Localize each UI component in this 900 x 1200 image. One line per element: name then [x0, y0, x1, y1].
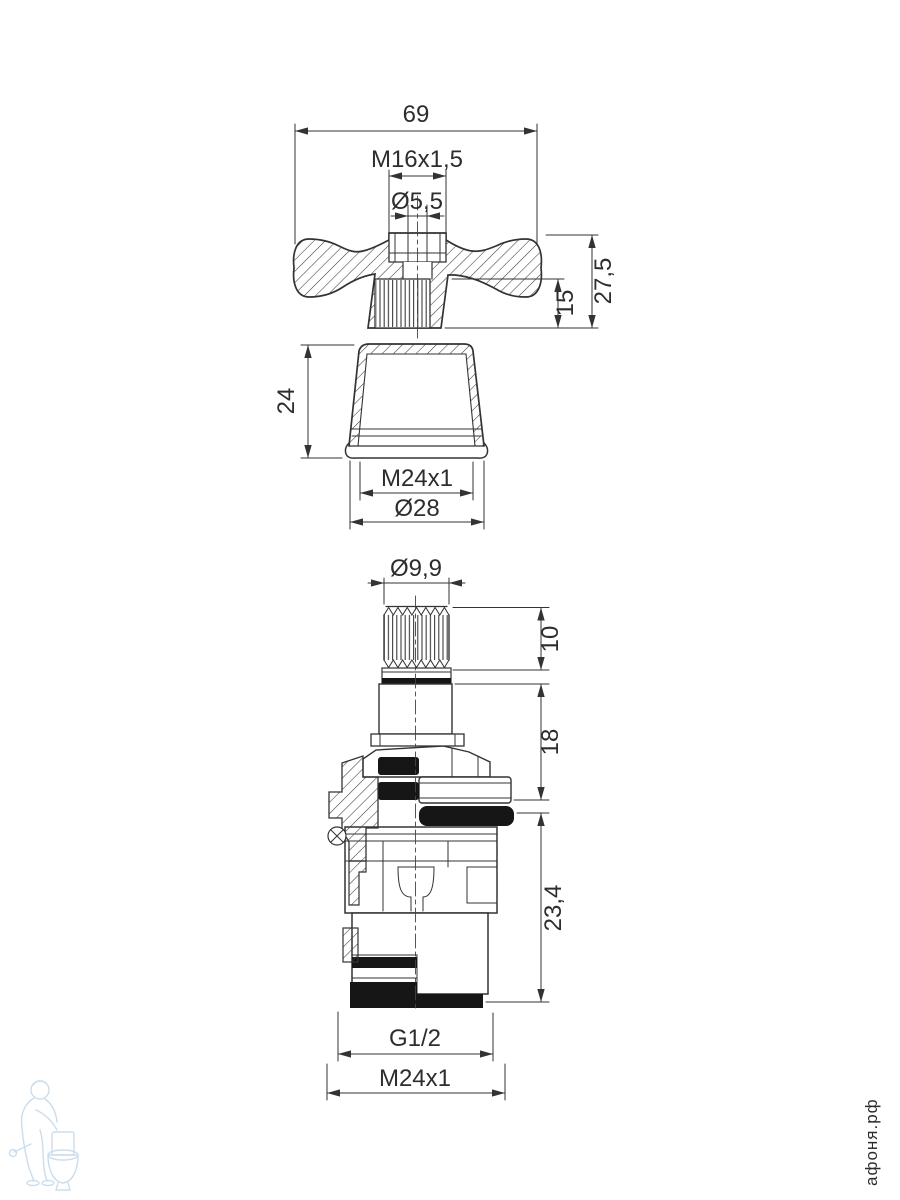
dim-label-cartridge-spline: 10 — [537, 625, 564, 653]
cap-outline-outer — [349, 344, 484, 446]
seal-ring-upper — [378, 757, 419, 775]
cartridge-lower-body — [352, 913, 488, 994]
dim-label-handle-spline: 15 — [552, 289, 579, 317]
dim-label-handle-hole: Ø5,5 — [390, 188, 444, 215]
cartridge-body — [345, 827, 497, 913]
cartridge-flange-ring — [419, 777, 511, 803]
dim-label-cap-thread: M24x1 — [380, 465, 454, 492]
seal-ring-thin — [352, 957, 417, 968]
dim-label-cap-height: 24 — [273, 387, 300, 415]
o-ring-section-circle — [328, 827, 346, 845]
dim-label-cartridge-body: 23,4 — [540, 884, 567, 932]
view-cap-section — [273, 344, 488, 529]
cap-wall-band — [349, 344, 484, 446]
dim-label-handle-width: 69 — [402, 101, 430, 128]
seal-ring-mid — [378, 782, 419, 800]
dim-label-cartridge-neck: 18 — [537, 728, 564, 756]
watermark-logo-plumber — [10, 1081, 79, 1190]
dim-label-cap-diameter: Ø28 — [394, 495, 440, 522]
o-ring-large — [419, 806, 514, 826]
dim-label-cartridge-spindle: Ø9,9 — [389, 555, 443, 582]
dim-label-handle-thread: M16x1,5 — [370, 146, 464, 173]
cap-outline-inner — [358, 354, 475, 446]
dim-label-handle-height: 27,5 — [590, 257, 617, 305]
dim-label-cartridge-mount: M24x1 — [378, 1065, 452, 1092]
watermark-site-text: афоня.рф — [862, 1098, 881, 1186]
dim-cap-height — [301, 345, 354, 458]
dim-cartridge-spline-height — [453, 608, 549, 671]
view-cartridge-section — [327, 555, 567, 1100]
view-handle-section — [294, 101, 617, 338]
dim-label-cartridge-outlet: G1/2 — [388, 1025, 442, 1052]
dim-handle-width — [295, 124, 537, 244]
